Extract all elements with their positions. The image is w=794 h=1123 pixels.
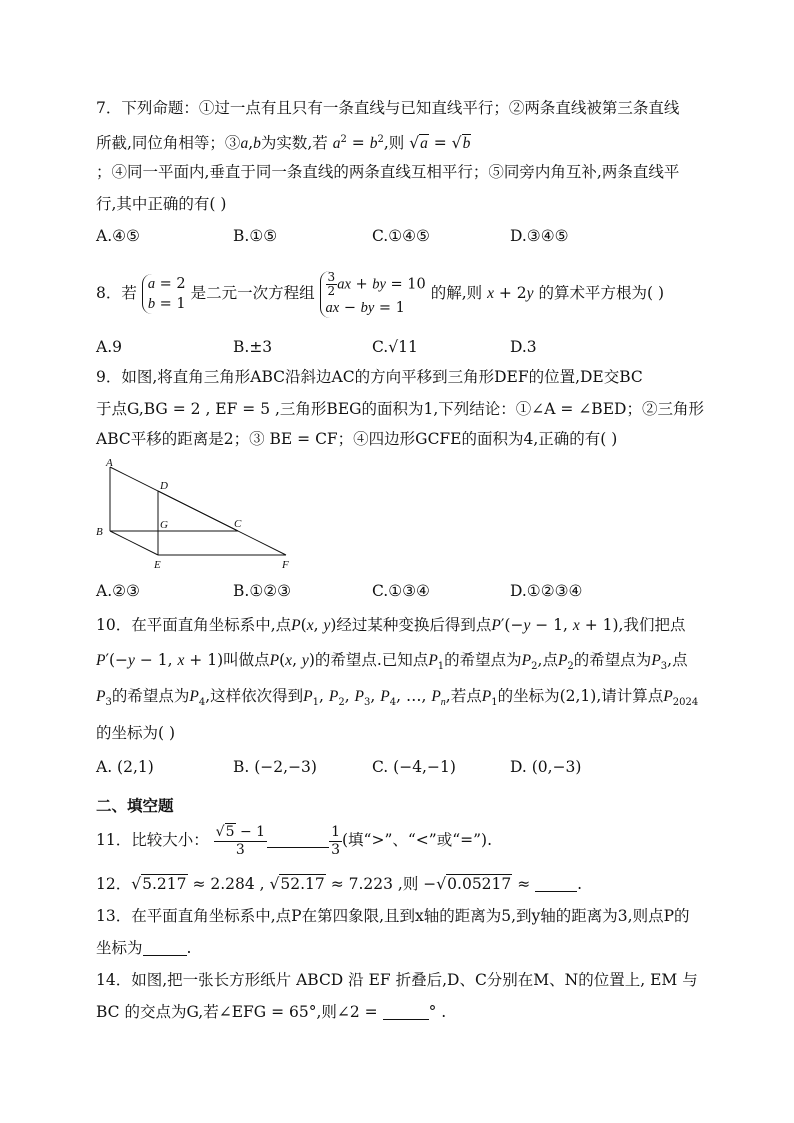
q14-line-2: BC 的交点为G,若∠EFG = 65°,则∠2 = ° . [96,1003,447,1021]
q12-answer-blank[interactable] [535,875,577,892]
q9-option-c[interactable]: C.①③④ [372,582,430,600]
q7-option-a[interactable]: A.④⑤ [96,227,140,245]
label-g: G [160,519,168,531]
q10-line-3: $P_3$的希望点为$P_4$,这样依次得到$P_1$, $P_2$, $P_3$, $P_4$, …, $P_n$,若点$P_1$的坐标为(2,1),请计算点$P_{2024}$ [96,687,699,709]
q8-option-b[interactable]: B.±3 [233,338,273,356]
label-a: A [106,457,113,469]
q10-option-d[interactable]: D. (0,−3) [510,758,582,776]
label-f: F [282,559,289,571]
q10-line-2: P′(−y − 1, x + 1)叫做点P(x, y)的希望点.已知点$P_1$的希望点为$P_2$,点$P_2$的希望点为$P_3$,点 [96,651,688,673]
q8-option-a[interactable]: A.9 [96,338,122,356]
q9-line-3: ABC平移的距离是2；③ BE = CF；④四边形GCFE的面积为4,正确的有( ) [96,430,618,448]
q9-option-b[interactable]: B.①②③ [233,582,292,600]
q9-option-a[interactable]: A.②③ [96,582,140,600]
q7-line-1: 7．下列命题：①过一点有且只有一条直线与已知直线平行；②两条直线被第三条直线 [96,99,680,117]
q8-option-c[interactable]: C.√11 [372,338,418,356]
q7-line-3: ；④同一平面内,垂直于同一条直线的两条直线互相平行；⑤同旁内角互补,两条直线平 [96,163,680,181]
q10-option-b[interactable]: B. (−2,−3) [233,758,317,776]
section-heading-fill-in: 二、填空题 [96,797,174,815]
q13-line-1: 13．在平面直角坐标系中,点P在第四象限,且到x轴的距离为5,到y轴的距离为3,则点P的 [96,907,690,925]
edge-be [110,531,158,555]
q7-line-2: 所截,同位角相等；③a,b为实数,若 $a^2 = b^2$,则 √a = √b [96,134,471,153]
q7-line-4: 行,其中正确的有( ) [96,195,227,213]
q9-line-2: 于点G,BG = 2 , EF = 5 ,三角形BEG的面积为1,下列结论：①∠A = ∠BED；②三角形 [96,400,704,418]
q7-option-c[interactable]: C.①④⑤ [372,227,430,245]
q8-system-brace: $\frac{3}{2}$ ax + by = 10 ax − by = 1 [320,271,426,318]
q9-line-1: 9．如图,将直角三角形ABC沿斜边AC的方向平移到三角形DEF的位置,DE交BC [96,368,643,386]
q14-line-1: 14．如图,把一张长方形纸片 ABCD 沿 EF 折叠后,D、C分别在M、N的位置上, EM 与 [96,971,698,989]
q7-option-d[interactable]: D.③④⑤ [510,227,569,245]
q10-option-c[interactable]: C. (−4,−1) [372,758,456,776]
q10-line-1: 10．在平面直角坐标系中,点P(x, y)经过某种变换后得到点P′(−y − 1, x + 1),我们把点 [96,616,686,634]
q11-line: 11．比较大小： $\frac{√5 - 1}{3}$ $\frac{1}{3}$ (填“>”、“<”或“=”). [96,823,493,858]
q8-solution-brace: a = 2 b = 1 [142,274,186,314]
q9-option-d[interactable]: D.①②③④ [510,582,583,600]
q7-option-b[interactable]: B.①⑤ [233,227,278,245]
label-c: C [234,518,242,530]
q8-line: 8．若 a = 2 b = 1 是二元一次方程组 $\frac{3}{2}$ ax + by = 10 ax − by = 1 的解,则 x + 2y 的算术平方根为( ) [96,269,665,316]
label-e: E [154,559,161,571]
q8-option-d[interactable]: D.3 [510,338,537,356]
q10-line-4: 的坐标为( ) [96,724,176,742]
q12-line: 12．√5.217 ≈ 2.284 , √52.17 ≈ 7.223 ,则 −√0.05217 ≈ . [96,875,583,893]
edge-df [158,491,286,555]
q9-translation-figure [94,457,294,572]
label-b: B [96,526,103,538]
q13-line-2: 坐标为 . [96,939,192,957]
q10-option-a[interactable]: A. (2,1) [96,758,154,776]
q13-answer-blank[interactable] [143,939,187,956]
label-d: D [160,480,168,492]
q11-answer-blank[interactable] [267,831,329,848]
q14-answer-blank[interactable] [383,1003,429,1020]
